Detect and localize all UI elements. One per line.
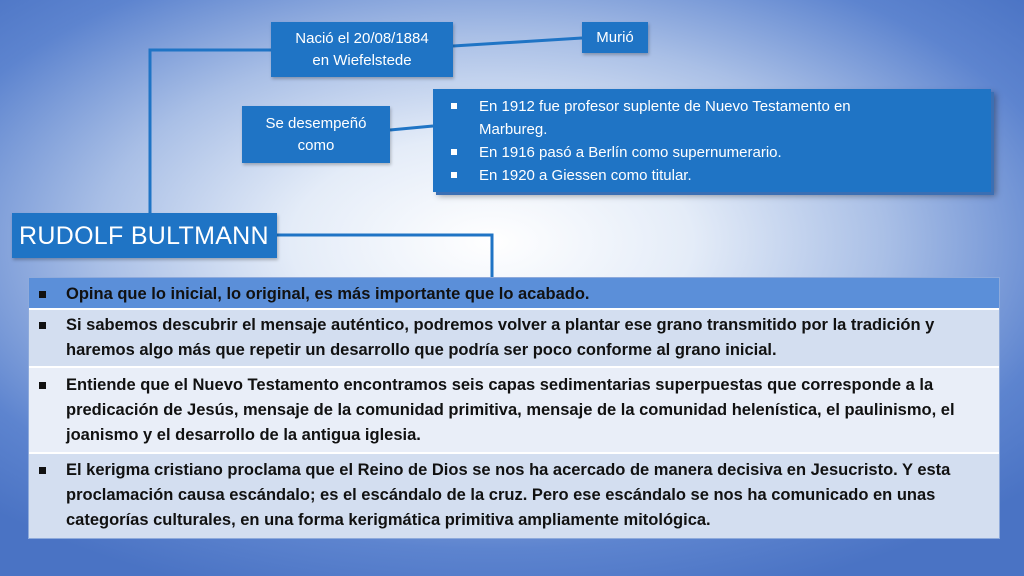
title-box [12,213,277,258]
idea-text: Si sabemos descubrir el mensaje auténtico, podremos volver a plantar ese grano transmitido por la tradición y haremos algo más que repetir un desarrollo que podría ser poco conforme al grano inicial. [66,316,935,359]
birth-line-1: Nació el 20/08/1884 [295,29,429,47]
role-line-2: como [297,136,335,154]
ideas-row [29,454,999,538]
connector-title-to-table [277,235,492,277]
ideas-row-header [29,278,999,310]
career-list [447,95,977,187]
career-item [447,164,977,187]
career-item [447,95,977,141]
career-item [447,141,977,164]
role-line-1: Se desempeñó [265,114,367,132]
career-item-2-text: En 1916 pasó a Berlín como supernumerario. [479,144,782,161]
connector-role-to-list [390,126,433,130]
ideas-table [28,277,1000,539]
birth-box [271,22,453,77]
career-list-box [433,89,991,192]
birth-line-2: en Wiefelstede [312,51,412,69]
ideas-row [29,310,999,368]
ideas-row [29,368,999,454]
career-item-1-line-2: Marbureg. [479,121,548,138]
page-title: RUDOLF BULTMANN [19,221,269,250]
role-box [242,106,390,163]
idea-text: Entiende que el Nuevo Testamento encontramos seis capas sedimentarias superpuestas que corresponde a la predicación de Jesús, mensaje de la comunidad primitiva, mensaje de la comunidad helenística, el paulinismo, el joanismo y el desarrollo de la antigua iglesia. [66,376,955,444]
idea-text: Opina que lo inicial, lo original, es más importante que lo acabado. [66,285,590,303]
idea-text: El kerigma cristiano proclama que el Reino de Dios se nos ha acercado de manera decisiva en Jesucristo. Y esta proclamación causa escándalo; es el escándalo de la cruz. Pero ese escándalo se nos ha comunicado en unas categorías culturales, en una forma kerigmática primitiva ampliamente mitológica. [66,461,951,529]
connector-born-to-died [453,38,582,46]
death-label: Murió [596,28,634,46]
career-item-3-text: En 1920 a Giessen como titular. [479,167,692,184]
career-item-1-line-1: En 1912 fue profesor suplente de Nuevo Testamento en [479,98,851,115]
death-box [582,22,648,53]
